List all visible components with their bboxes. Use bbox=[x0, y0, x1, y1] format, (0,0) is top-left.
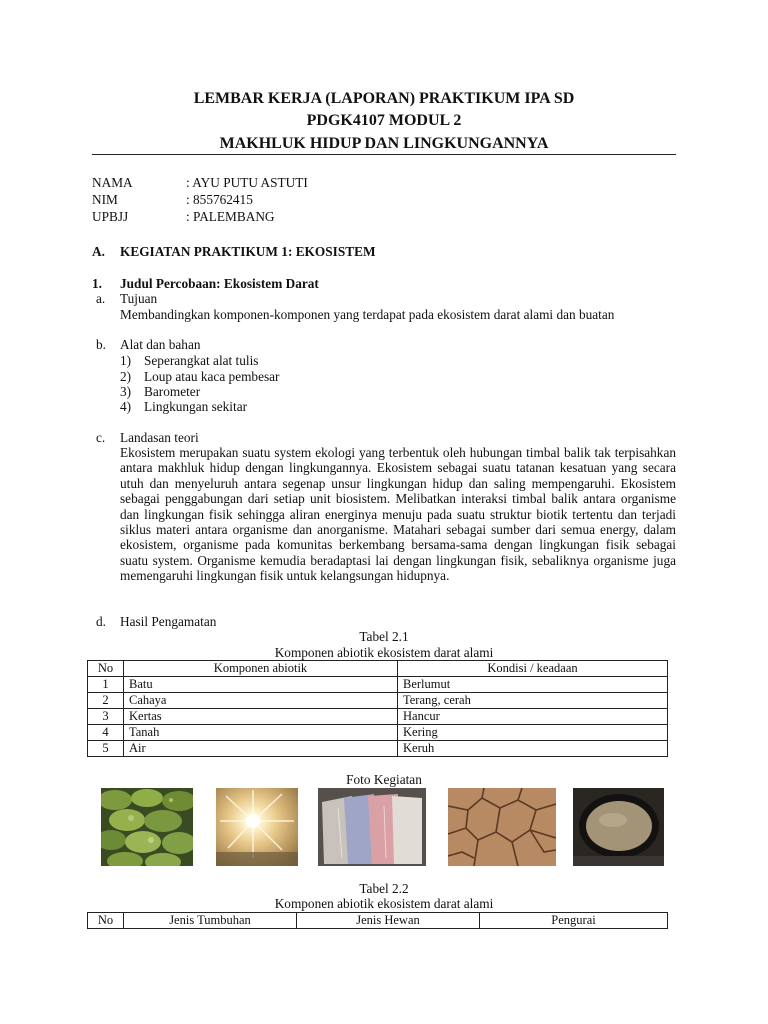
table2-caption: Komponen abiotik ekosistem darat alami bbox=[274, 896, 494, 911]
table-header-tumbuhan: Jenis Tumbuhan bbox=[124, 913, 297, 929]
alat-item-text: Seperangkat alat tulis bbox=[144, 353, 259, 368]
alat-item-num: 4) bbox=[120, 399, 132, 414]
table-header-kondisi: Kondisi / keadaan bbox=[398, 661, 668, 677]
table2-label: Tabel 2.2 bbox=[359, 881, 409, 896]
landasan-marker: c. bbox=[96, 430, 106, 445]
hasil-marker: d. bbox=[96, 614, 106, 629]
table-row bbox=[88, 709, 668, 725]
table-cell-no: 3 bbox=[88, 709, 124, 725]
table1-label: Tabel 2.1 bbox=[359, 629, 409, 644]
alat-item-num: 3) bbox=[120, 384, 132, 399]
table-cell-no: 4 bbox=[88, 725, 124, 741]
table-cell-kondisi: Berlumut bbox=[398, 677, 668, 693]
table-cell-no: 5 bbox=[88, 741, 124, 757]
table-header-hewan: Jenis Hewan bbox=[297, 913, 480, 929]
table-cell-komponen: Kertas bbox=[124, 709, 398, 725]
doc-title-line3: MAKHLUK HIDUP DAN LINGKUNGANNYA bbox=[219, 135, 549, 152]
table-cell-komponen: Air bbox=[124, 741, 398, 757]
table-header-pengurai: Pengurai bbox=[480, 913, 668, 929]
table-header-no: No bbox=[88, 661, 124, 677]
table1-caption: Komponen abiotik ekosistem darat alami bbox=[274, 645, 494, 660]
alat-marker: b. bbox=[96, 337, 106, 352]
table-header-row bbox=[88, 661, 668, 677]
title-underline bbox=[92, 154, 676, 155]
identity-value-upbjj: : PALEMBANG bbox=[186, 209, 275, 224]
identity-value-nim: : 855762415 bbox=[186, 192, 253, 207]
table-header-no: No bbox=[88, 913, 124, 929]
alat-item-text: Loup atau kaca pembesar bbox=[144, 369, 280, 384]
identity-value-nama: : AYU PUTU ASTUTI bbox=[186, 175, 308, 190]
photo-murky-water bbox=[573, 788, 664, 866]
tujuan-heading: Tujuan bbox=[120, 291, 158, 306]
doc-title-line2: PDGK4107 MODUL 2 bbox=[306, 112, 462, 129]
identity-label-upbjj: UPBJJ bbox=[92, 209, 129, 224]
alat-item-text: Lingkungan sekitar bbox=[144, 399, 248, 414]
photo-cracked-soil bbox=[448, 788, 556, 866]
tujuan-marker: a. bbox=[96, 291, 106, 306]
section-marker: A. bbox=[92, 244, 105, 259]
table-cell-komponen: Tanah bbox=[124, 725, 398, 741]
photos-caption: Foto Kegiatan bbox=[346, 772, 422, 787]
table-cell-komponen: Cahaya bbox=[124, 693, 398, 709]
section-title: KEGIATAN PRAKTIKUM 1: EKOSISTEM bbox=[120, 244, 376, 259]
table-header-komponen: Komponen abiotik bbox=[124, 661, 398, 677]
experiment-marker: 1. bbox=[92, 276, 102, 291]
table-cell-no: 2 bbox=[88, 693, 124, 709]
identity-label-nama: NAMA bbox=[92, 175, 133, 190]
photo-sunlight bbox=[216, 788, 298, 866]
table-row bbox=[88, 725, 668, 741]
table-cell-no: 1 bbox=[88, 677, 124, 693]
experiment-title: Judul Percobaan: Ekosistem Darat bbox=[120, 276, 319, 291]
table-row bbox=[88, 693, 668, 709]
photo-mossy-stones bbox=[101, 788, 193, 866]
photo-paper bbox=[318, 788, 426, 866]
alat-heading: Alat dan bahan bbox=[120, 337, 201, 352]
table-cell-komponen: Batu bbox=[124, 677, 398, 693]
table-row bbox=[88, 741, 668, 757]
doc-title-line1: LEMBAR KERJA (LAPORAN) PRAKTIKUM IPA SD bbox=[193, 90, 575, 107]
table-header-row bbox=[88, 913, 668, 929]
alat-item-num: 1) bbox=[120, 353, 132, 368]
table-cell-kondisi: Keruh bbox=[398, 741, 668, 757]
identity-label-nim: NIM bbox=[92, 192, 118, 207]
table-cell-kondisi: Kering bbox=[398, 725, 668, 741]
table-komponen-biotik bbox=[87, 912, 668, 929]
landasan-paragraph: Ekosistem merupakan suatu system ekologi yang terbentuk oleh hubungan timbal balik tak terpisahkan antara makhluk hidup dengan lingkungannya. Ekosistem sebagai suatu tatanan kesatuan yang secara utuh dan menyeluruh antara segenap unsur lingkungan hidup dan saling mempengaruhi. Ekosistem sebagai penggabungan dari setiap unit biosistem. Melibatkan interaksi timbal balik antara organisme dan lingkungan fisik sehingga aliran energinya menuju pada suatu struktur biotik tertentu dan terjadi siklus materi antara organisme dan anorganisme. Matahari sebagai sumber dari semua energy, dalam ekosistem, organisme pada komunitas berkembang bersama-sama dengan lingkungan fisik sebagai suatu system. Organisme kemudia beradaptasi lai dengan lingkungan fisik, sebaliknya organisme juga memengaruhi lingkungan fisik untuk kelangsungan hidupnya. bbox=[120, 445, 676, 584]
landasan-heading: Landasan teori bbox=[120, 430, 199, 445]
alat-item-text: Barometer bbox=[144, 384, 201, 399]
table-cell-kondisi: Terang, cerah bbox=[398, 693, 668, 709]
table-cell-kondisi: Hancur bbox=[398, 709, 668, 725]
alat-item-num: 2) bbox=[120, 369, 132, 384]
hasil-heading: Hasil Pengamatan bbox=[120, 614, 217, 629]
tujuan-text: Membandingkan komponen-komponen yang terdapat pada ekosistem darat alami dan buatan bbox=[120, 307, 615, 322]
table-abiotik bbox=[87, 660, 668, 757]
table-row bbox=[88, 677, 668, 693]
